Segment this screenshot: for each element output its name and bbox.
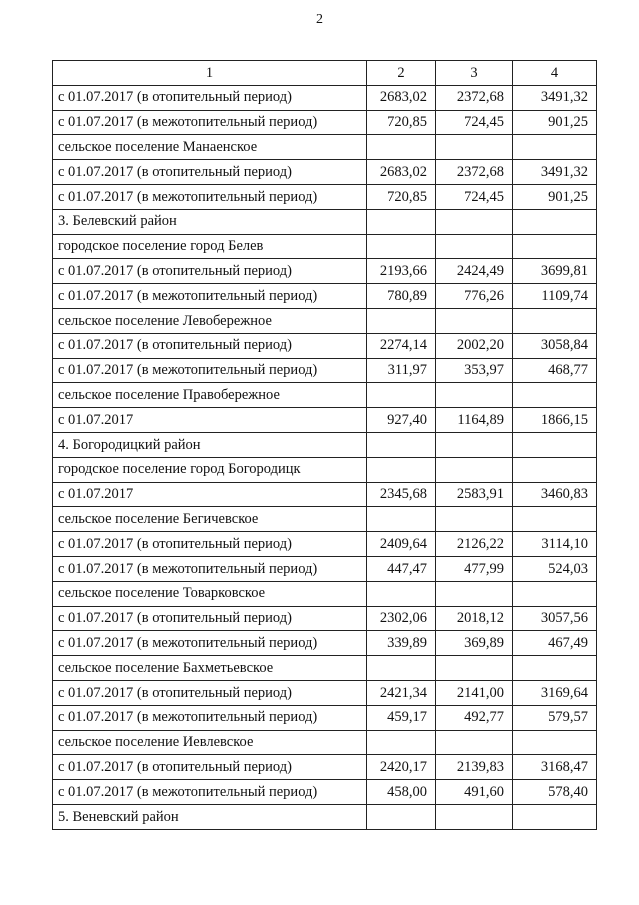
tariff-value: 3491,32 bbox=[513, 85, 597, 110]
tariff-value: 339,89 bbox=[367, 631, 436, 656]
tariff-value: 353,97 bbox=[436, 358, 513, 383]
tariff-value: 492,77 bbox=[436, 705, 513, 730]
table-row bbox=[53, 680, 597, 705]
row-label: с 01.07.2017 (в отопительный период) bbox=[53, 259, 367, 284]
tariff-value bbox=[367, 804, 436, 829]
row-label: городское поселение город Богородицк bbox=[53, 457, 367, 482]
tariff-value bbox=[367, 234, 436, 259]
table-row bbox=[53, 308, 597, 333]
tariff-value: 2002,20 bbox=[436, 333, 513, 358]
row-label: городское поселение город Белев bbox=[53, 234, 367, 259]
tariff-value: 2126,22 bbox=[436, 532, 513, 557]
row-label: с 01.07.2017 (в межотопительный период) bbox=[53, 110, 367, 135]
row-label: сельское поселение Манаенское bbox=[53, 135, 367, 160]
tariff-value: 3168,47 bbox=[513, 755, 597, 780]
tariff-value bbox=[513, 804, 597, 829]
table-row bbox=[53, 705, 597, 730]
tariff-value bbox=[513, 234, 597, 259]
row-label: с 01.07.2017 (в межотопительный период) bbox=[53, 358, 367, 383]
tariff-value bbox=[513, 457, 597, 482]
row-label: с 01.07.2017 (в межотопительный период) bbox=[53, 184, 367, 209]
table-row bbox=[53, 85, 597, 110]
row-label: с 01.07.2017 (в межотопительный период) bbox=[53, 780, 367, 805]
tariff-value: 2302,06 bbox=[367, 606, 436, 631]
tariff-value: 2372,68 bbox=[436, 160, 513, 185]
row-label: сельское поселение Бегичевское bbox=[53, 507, 367, 532]
row-label: с 01.07.2017 (в отопительный период) bbox=[53, 680, 367, 705]
table-row bbox=[53, 780, 597, 805]
row-label: 4. Богородицкий район bbox=[53, 432, 367, 457]
row-label: 5. Веневский район bbox=[53, 804, 367, 829]
tariff-value: 3169,64 bbox=[513, 680, 597, 705]
table-row bbox=[53, 631, 597, 656]
tariff-value bbox=[436, 383, 513, 408]
tariff-value bbox=[367, 656, 436, 681]
tariff-value bbox=[513, 308, 597, 333]
row-label: 3. Белевский район bbox=[53, 209, 367, 234]
tariff-value: 2274,14 bbox=[367, 333, 436, 358]
row-label: сельское поселение Бахметьевское bbox=[53, 656, 367, 681]
tariff-value: 3057,56 bbox=[513, 606, 597, 631]
table-row bbox=[53, 507, 597, 532]
table-row bbox=[53, 383, 597, 408]
tariff-value: 1164,89 bbox=[436, 408, 513, 433]
table-row bbox=[53, 259, 597, 284]
tariff-value bbox=[367, 432, 436, 457]
tariff-value bbox=[367, 581, 436, 606]
tariff-value: 459,17 bbox=[367, 705, 436, 730]
column-header: 4 bbox=[513, 61, 597, 86]
tariff-value: 1866,15 bbox=[513, 408, 597, 433]
table-row bbox=[53, 110, 597, 135]
table-row bbox=[53, 432, 597, 457]
tariff-value: 2409,64 bbox=[367, 532, 436, 557]
tariff-value bbox=[436, 135, 513, 160]
table-row bbox=[53, 358, 597, 383]
row-label: с 01.07.2017 (в отопительный период) bbox=[53, 606, 367, 631]
table-row bbox=[53, 581, 597, 606]
tariff-value: 3114,10 bbox=[513, 532, 597, 557]
table-row bbox=[53, 160, 597, 185]
table-row bbox=[53, 606, 597, 631]
tariff-value bbox=[367, 135, 436, 160]
tariff-value: 720,85 bbox=[367, 184, 436, 209]
tariff-value: 2683,02 bbox=[367, 160, 436, 185]
page-number: 2 bbox=[316, 12, 323, 27]
tariff-value bbox=[367, 209, 436, 234]
tariff-value: 458,00 bbox=[367, 780, 436, 805]
table-row bbox=[53, 135, 597, 160]
tariff-value: 2018,12 bbox=[436, 606, 513, 631]
tariff-value: 369,89 bbox=[436, 631, 513, 656]
tariff-value: 491,60 bbox=[436, 780, 513, 805]
tariff-value: 579,57 bbox=[513, 705, 597, 730]
tariff-table bbox=[52, 60, 597, 830]
table-row bbox=[53, 457, 597, 482]
table-row bbox=[53, 755, 597, 780]
tariff-value: 311,97 bbox=[367, 358, 436, 383]
tariff-value: 2583,91 bbox=[436, 482, 513, 507]
tariff-value: 2345,68 bbox=[367, 482, 436, 507]
row-label: сельское поселение Товарковское bbox=[53, 581, 367, 606]
tariff-value bbox=[436, 507, 513, 532]
row-label: с 01.07.2017 (в отопительный период) bbox=[53, 85, 367, 110]
table-row bbox=[53, 284, 597, 309]
table-row bbox=[53, 804, 597, 829]
tariff-value: 720,85 bbox=[367, 110, 436, 135]
row-label: с 01.07.2017 (в отопительный период) bbox=[53, 333, 367, 358]
tariff-value bbox=[436, 432, 513, 457]
tariff-value bbox=[367, 730, 436, 755]
row-label: сельское поселение Правобережное bbox=[53, 383, 367, 408]
tariff-value bbox=[513, 656, 597, 681]
tariff-value: 2193,66 bbox=[367, 259, 436, 284]
tariff-value: 3460,83 bbox=[513, 482, 597, 507]
tariff-value: 3699,81 bbox=[513, 259, 597, 284]
tariff-value: 2139,83 bbox=[436, 755, 513, 780]
table-row bbox=[53, 408, 597, 433]
tariff-value bbox=[367, 507, 436, 532]
table-row bbox=[53, 482, 597, 507]
table-row bbox=[53, 730, 597, 755]
tariff-value: 927,40 bbox=[367, 408, 436, 433]
tariff-value: 724,45 bbox=[436, 184, 513, 209]
tariff-value: 2421,34 bbox=[367, 680, 436, 705]
row-label: с 01.07.2017 (в отопительный период) bbox=[53, 532, 367, 557]
tariff-value bbox=[513, 432, 597, 457]
tariff-value bbox=[513, 135, 597, 160]
tariff-value: 467,49 bbox=[513, 631, 597, 656]
table-row bbox=[53, 234, 597, 259]
row-label: с 01.07.2017 (в отопительный период) bbox=[53, 755, 367, 780]
tariff-value bbox=[513, 507, 597, 532]
table-row bbox=[53, 209, 597, 234]
tariff-value: 3491,32 bbox=[513, 160, 597, 185]
tariff-value: 2141,00 bbox=[436, 680, 513, 705]
row-label: сельское поселение Левобережное bbox=[53, 308, 367, 333]
table-row bbox=[53, 184, 597, 209]
row-label: с 01.07.2017 bbox=[53, 408, 367, 433]
tariff-value: 2683,02 bbox=[367, 85, 436, 110]
tariff-value bbox=[436, 308, 513, 333]
row-label: с 01.07.2017 (в межотопительный период) bbox=[53, 631, 367, 656]
tariff-value: 447,47 bbox=[367, 556, 436, 581]
table-row bbox=[53, 556, 597, 581]
tariff-value: 776,26 bbox=[436, 284, 513, 309]
table-header-row bbox=[53, 61, 597, 86]
tariff-value: 901,25 bbox=[513, 110, 597, 135]
tariff-value bbox=[513, 383, 597, 408]
tariff-value: 524,03 bbox=[513, 556, 597, 581]
tariff-value: 724,45 bbox=[436, 110, 513, 135]
tariff-value bbox=[367, 457, 436, 482]
tariff-value bbox=[513, 730, 597, 755]
row-label: с 01.07.2017 (в межотопительный период) bbox=[53, 556, 367, 581]
column-header: 2 bbox=[367, 61, 436, 86]
tariff-value bbox=[436, 209, 513, 234]
tariff-value bbox=[513, 581, 597, 606]
table-row bbox=[53, 333, 597, 358]
tariff-value: 2424,49 bbox=[436, 259, 513, 284]
tariff-value bbox=[436, 581, 513, 606]
tariff-value: 1109,74 bbox=[513, 284, 597, 309]
tariff-value bbox=[436, 457, 513, 482]
column-header: 3 bbox=[436, 61, 513, 86]
tariff-value: 2420,17 bbox=[367, 755, 436, 780]
tariff-value: 3058,84 bbox=[513, 333, 597, 358]
tariff-value bbox=[513, 209, 597, 234]
tariff-value: 578,40 bbox=[513, 780, 597, 805]
tariff-value: 2372,68 bbox=[436, 85, 513, 110]
tariff-value bbox=[436, 234, 513, 259]
row-label: с 01.07.2017 (в отопительный период) bbox=[53, 160, 367, 185]
row-label: с 01.07.2017 (в межотопительный период) bbox=[53, 705, 367, 730]
tariff-value: 477,99 bbox=[436, 556, 513, 581]
tariff-value: 780,89 bbox=[367, 284, 436, 309]
table-row bbox=[53, 532, 597, 557]
tariff-value: 901,25 bbox=[513, 184, 597, 209]
tariff-value bbox=[367, 308, 436, 333]
table-body bbox=[53, 85, 597, 829]
tariff-value bbox=[367, 383, 436, 408]
table-row bbox=[53, 656, 597, 681]
column-header: 1 bbox=[53, 61, 367, 86]
row-label: с 01.07.2017 (в межотопительный период) bbox=[53, 284, 367, 309]
tariff-value bbox=[436, 730, 513, 755]
row-label: с 01.07.2017 bbox=[53, 482, 367, 507]
tariff-value: 468,77 bbox=[513, 358, 597, 383]
tariff-value bbox=[436, 804, 513, 829]
row-label: сельское поселение Иевлевское bbox=[53, 730, 367, 755]
tariff-value bbox=[436, 656, 513, 681]
